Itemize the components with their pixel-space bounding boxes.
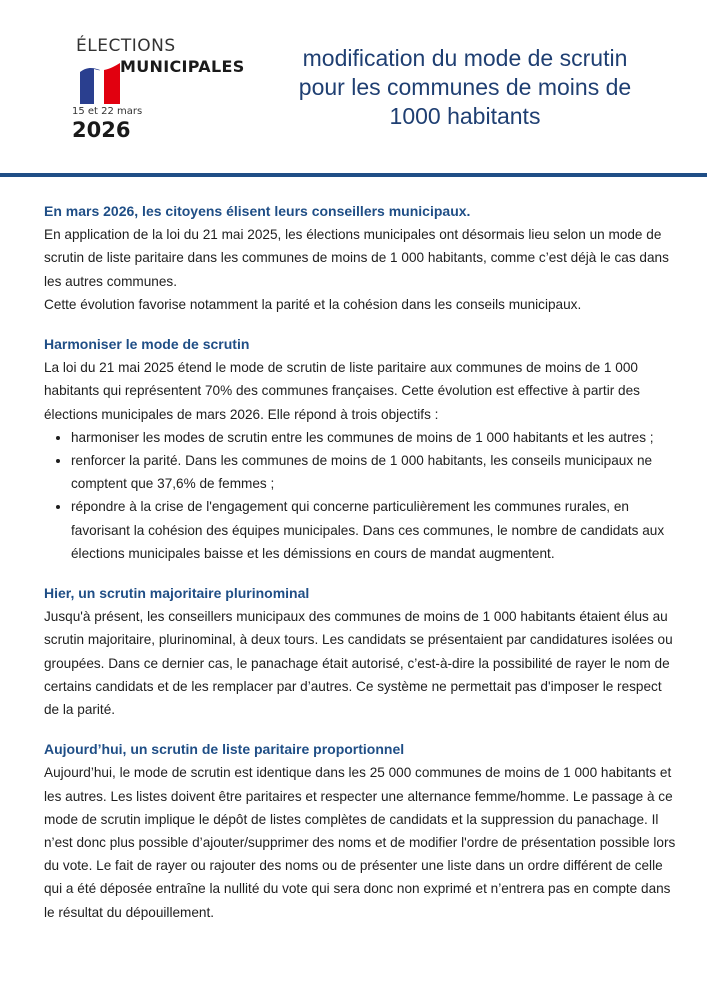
- french-flag-icon: [80, 60, 120, 104]
- logo-municipales-text: MUNICIPALES: [120, 57, 245, 76]
- section-heading: Harmoniser le mode de scrutin: [44, 336, 250, 353]
- logo-year-text: 2026: [72, 118, 131, 142]
- list-item: • renforcer la parité. Dans les communes de moins de 1 000 habitants, les conseils municipaux ne comptent que 37,6% de femmes ;: [71, 449, 676, 495]
- section-aujourdhui: [44, 738, 676, 924]
- section-paragraph: Aujourd’hui, le mode de scrutin est identique dans les 25 000 communes de moins de 1 000 habitants et les autres. Les listes doivent être paritaires et respecter une alternance femme/homme. Le passage à ce mode de scrutin implique le dépôt de listes complètes de candidats et la suppression du panachage. Il n’est donc plus possible d’ajouter/supprimer des noms et de modifier l'ordre de présentation possible lors du vote. Le fait de rayer ou rajouter des noms ou de présenter une liste dans un ordre différent de celle qui a été déposée entraîne la nullité du vote qui sera donc non exprimé et n’entrera pas en compte dans le résultat du dépouillement.: [44, 765, 676, 920]
- section-paragraph: Cette évolution favorise notamment la parité et la cohésion dans les conseils municipaux.: [44, 296, 582, 312]
- list-item: • répondre à la crise de l'engagement qui concerne particulièrement les communes rurales, en favorisant la cohésion des équipes municipales. Dans ces communes, le nombre de candidats aux élections municipales baisse et les démissions en cours de mandat augmentent.: [71, 495, 676, 565]
- elections-logo: [72, 36, 262, 146]
- objectives-list: [44, 426, 676, 565]
- section-heading: Hier, un scrutin majoritaire plurinominal: [44, 585, 310, 602]
- header-divider: [0, 173, 707, 177]
- section-hier: [44, 582, 676, 721]
- logo-dates-text: 15 et 22 mars: [72, 106, 143, 117]
- section-paragraph: En application de la loi du 21 mai 2025, les élections municipales ont désormais lieu selon un mode de scrutin de liste paritaire dans les communes de moins de 1 000 habitants, comme c’est déjà le cas dans les autres communes.: [44, 227, 669, 289]
- section-heading: Aujourd’hui, un scrutin de liste paritaire proportionnel: [44, 741, 405, 758]
- document-title: modification du mode de scrutin pour les communes de moins de 1000 habitants: [298, 45, 632, 129]
- list-item: • harmoniser les modes de scrutin entre les communes de moins de 1 000 habitants et les autres ;: [71, 426, 676, 449]
- section-paragraph: La loi du 21 mai 2025 étend le mode de scrutin de liste paritaire aux communes de moins de 1 000 habitants qui représentent 70% des communes françaises. Cette évolution est effective à partir des élections municipales de mars 2026. Elle répond à trois objectifs :: [44, 360, 640, 422]
- section-paragraph: Jusqu'à présent, les conseillers municipaux des communes de moins de 1 000 habitants étaient élus au scrutin majoritaire, plurinominal, à deux tours. Les candidats se présentaient par candidatures isolées ou groupées. Dans ce dernier cas, le panachage était autorisé, c’est-à-dire la possibilité de rayer le nom de certains candidats et de les remplacer par d’autres. Ce système ne permettait pas d'imposer le respect de la parité.: [44, 609, 673, 718]
- logo-elections-text: ÉLECTIONS: [76, 36, 176, 56]
- page-header: [0, 0, 707, 174]
- section-heading: En mars 2026, les citoyens élisent leurs conseillers municipaux.: [44, 203, 471, 219]
- document-body: [44, 200, 676, 941]
- section-harmoniser: [44, 333, 676, 565]
- section-citoyens: [44, 200, 676, 316]
